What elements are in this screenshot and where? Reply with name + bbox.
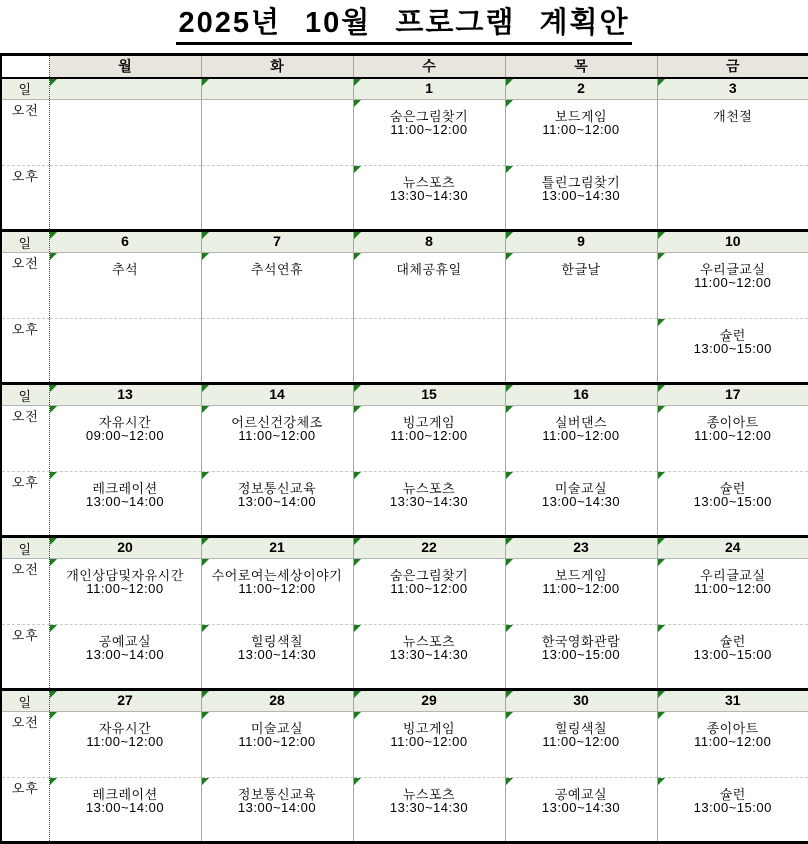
week3-morning-row [1, 406, 808, 472]
cell-flag-icon [354, 559, 361, 566]
cell-flag-icon [506, 559, 513, 566]
program-name: 어르신건강체조 [231, 415, 323, 430]
cell-flag-icon [506, 100, 513, 107]
program-name: 자유시간 [98, 415, 152, 430]
cell-flag-icon [354, 625, 361, 632]
program-cell[interactable] [49, 319, 201, 384]
program-cell[interactable] [657, 712, 808, 778]
program-cell[interactable] [657, 406, 808, 472]
program-cell[interactable] [353, 472, 505, 537]
cell-flag-icon [354, 385, 361, 392]
cell-flag-icon [506, 253, 513, 260]
program-cell[interactable] [505, 100, 657, 166]
row-label-afternoon: 오후 [1, 778, 49, 843]
cell-flag-icon [354, 166, 361, 173]
row-label-day: 일 [1, 231, 49, 253]
program-cell[interactable] [353, 559, 505, 625]
program-name: 슐런 [719, 328, 746, 343]
program-name: 개천절 [713, 109, 753, 124]
week2-day-row [1, 231, 808, 253]
day-cell[interactable] [505, 78, 657, 100]
cell-flag-icon [658, 472, 665, 479]
cell-flag-icon [50, 778, 57, 785]
day-number: 17 [724, 386, 741, 402]
program-cell[interactable] [49, 406, 201, 472]
program-time: 13:00~14:00 [85, 800, 165, 815]
day-cell[interactable] [49, 537, 201, 559]
week1-morning-row [1, 100, 808, 166]
program-cell[interactable] [353, 100, 505, 166]
program-time: 13:00~14:00 [237, 494, 317, 509]
program-time: 11:00~12:00 [694, 581, 772, 596]
week3-afternoon-row [1, 472, 808, 537]
row-label-afternoon: 오후 [1, 625, 49, 690]
program-cell[interactable] [201, 100, 353, 166]
day-cell[interactable] [49, 78, 201, 100]
program-time: 11:00~12:00 [694, 428, 772, 443]
day-number: 21 [269, 539, 285, 555]
program-cell[interactable] [201, 166, 353, 231]
program-cell[interactable] [201, 472, 353, 537]
row-label-day: 일 [1, 78, 49, 100]
weekday-header-fri[interactable]: 금 [657, 55, 808, 78]
program-cell[interactable] [49, 166, 201, 231]
program-time: 11:00~12:00 [542, 581, 620, 596]
cell-flag-icon [506, 712, 513, 719]
program-cell[interactable] [201, 319, 353, 384]
program-time: 13:00~15:00 [541, 647, 621, 662]
program-cell[interactable] [657, 166, 808, 231]
cell-flag-icon [202, 778, 209, 785]
cell-flag-icon [354, 691, 361, 698]
program-time: 13:30~14:30 [389, 188, 469, 203]
day-number: 8 [425, 233, 433, 249]
cell-flag-icon [202, 538, 209, 545]
program-name: 뉴스포츠 [402, 175, 456, 190]
row-label-day: 일 [1, 384, 49, 406]
program-cell[interactable] [505, 406, 657, 472]
program-name: 추석 [111, 262, 139, 277]
cell-flag-icon [50, 625, 57, 632]
row-label-day: 일 [1, 537, 49, 559]
row-label-morning: 오전 [1, 712, 49, 778]
day-cell[interactable] [201, 537, 353, 559]
day-cell[interactable] [353, 231, 505, 253]
cell-flag-icon [506, 472, 513, 479]
day-number: 24 [724, 539, 741, 555]
program-cell[interactable] [657, 319, 808, 384]
cell-flag-icon [658, 406, 665, 413]
cell-flag-icon [506, 232, 513, 239]
program-time: 09:00~12:00 [85, 428, 165, 443]
program-cell[interactable] [505, 712, 657, 778]
cell-flag-icon [202, 559, 209, 566]
day-number: 14 [269, 386, 285, 402]
cell-flag-icon [202, 385, 209, 392]
program-time: 11:00~12:00 [390, 428, 468, 443]
program-time: 11:00~12:00 [238, 734, 316, 749]
cell-flag-icon [202, 691, 209, 698]
cell-flag-icon [50, 79, 57, 86]
program-cell[interactable] [49, 559, 201, 625]
program-cell[interactable] [657, 559, 808, 625]
week5-morning-row [1, 712, 808, 778]
row-label-morning: 오전 [1, 559, 49, 625]
day-cell[interactable] [201, 231, 353, 253]
cell-flag-icon [50, 712, 57, 719]
day-number: 16 [573, 386, 589, 402]
corner-cell[interactable] [1, 55, 49, 78]
cell-flag-icon [506, 538, 513, 545]
cell-flag-icon [202, 712, 209, 719]
program-cell[interactable] [201, 625, 353, 690]
cell-flag-icon [658, 385, 665, 392]
weekday-header-wed[interactable]: 수 [353, 55, 505, 78]
program-name: 추석연휴 [250, 262, 304, 277]
row-label-morning: 오전 [1, 253, 49, 319]
week2-morning-row [1, 253, 808, 319]
day-number: 1 [425, 79, 433, 96]
program-time: 13:00~14:30 [541, 188, 621, 203]
program-name: 힐링색칠 [250, 634, 304, 649]
program-name: 우리글교실 [700, 568, 766, 583]
day-cell[interactable] [505, 537, 657, 559]
program-name: 공예교실 [554, 787, 608, 802]
program-cell[interactable] [353, 778, 505, 843]
day-cell[interactable] [201, 384, 353, 406]
day-cell[interactable] [353, 537, 505, 559]
cell-flag-icon [202, 472, 209, 479]
program-cell[interactable] [201, 712, 353, 778]
program-cell[interactable] [49, 253, 201, 319]
cell-flag-icon [354, 79, 361, 86]
program-cell[interactable] [353, 712, 505, 778]
program-name: 정보통신교육 [237, 481, 317, 496]
program-cell[interactable] [49, 472, 201, 537]
program-cell[interactable] [657, 625, 808, 690]
program-time: 13:00~15:00 [693, 341, 772, 356]
program-cell[interactable] [505, 472, 657, 537]
cell-flag-icon [658, 538, 665, 545]
week5-afternoon-row [1, 778, 808, 843]
cell-flag-icon [506, 406, 513, 413]
day-number: 30 [573, 692, 589, 708]
program-time: 13:00~14:00 [237, 800, 317, 815]
week1-day-row [1, 78, 808, 100]
day-cell[interactable] [49, 231, 201, 253]
program-name: 레크레이션 [92, 481, 158, 496]
program-time: 13:00~14:30 [237, 647, 317, 662]
program-cell[interactable] [49, 712, 201, 778]
program-time: 13:00~15:00 [693, 800, 772, 815]
page-header [0, 0, 808, 53]
program-cell[interactable] [353, 319, 505, 384]
cell-flag-icon [506, 166, 513, 173]
program-time: 11:00~12:00 [238, 428, 316, 443]
week4-morning-row [1, 559, 808, 625]
program-name: 레크레이션 [92, 787, 158, 802]
program-name: 공예교실 [98, 634, 152, 649]
program-time: 13:00~14:00 [85, 647, 165, 662]
program-time: 11:00~12:00 [390, 122, 468, 137]
program-cell[interactable] [201, 778, 353, 843]
cell-flag-icon [506, 385, 513, 392]
program-cell[interactable] [49, 625, 201, 690]
day-cell[interactable] [657, 231, 808, 253]
program-name: 뉴스포츠 [402, 634, 456, 649]
day-cell[interactable] [201, 78, 353, 100]
program-name: 한글날 [561, 262, 601, 277]
day-cell[interactable] [505, 231, 657, 253]
cell-flag-icon [50, 691, 57, 698]
cell-flag-icon [354, 472, 361, 479]
program-name: 자유시간 [98, 721, 152, 736]
week2-afternoon-row [1, 319, 808, 384]
program-time: 11:00~12:00 [86, 581, 164, 596]
cell-flag-icon [658, 232, 665, 239]
program-cell[interactable] [353, 253, 505, 319]
cell-flag-icon [354, 232, 361, 239]
page-title: 2025년 10월 프로그램 계획안 [176, 7, 631, 45]
program-cell[interactable] [505, 778, 657, 843]
program-name: 미술교실 [250, 721, 304, 736]
cell-flag-icon [50, 232, 57, 239]
weekday-header-tue[interactable]: 화 [201, 55, 353, 78]
cell-flag-icon [658, 691, 665, 698]
day-cell[interactable] [49, 384, 201, 406]
row-label-afternoon: 오후 [1, 472, 49, 537]
cell-flag-icon [658, 712, 665, 719]
day-cell[interactable] [353, 690, 505, 712]
program-time: 11:00~12:00 [390, 581, 468, 596]
program-name: 뉴스포츠 [402, 787, 456, 802]
row-label-morning: 오전 [1, 100, 49, 166]
day-number: 28 [269, 692, 285, 708]
week3-day-row [1, 384, 808, 406]
program-name: 한국영화관람 [541, 634, 621, 649]
program-time: 13:00~14:30 [541, 800, 621, 815]
weekday-header-thu[interactable]: 목 [505, 55, 657, 78]
program-name: 종이아트 [706, 415, 759, 430]
day-number: 13 [117, 386, 133, 402]
day-number: 29 [421, 692, 437, 708]
program-name: 정보통신교육 [237, 787, 317, 802]
cell-flag-icon [202, 79, 209, 86]
program-name: 틀린그림찾기 [541, 175, 621, 190]
cell-flag-icon [354, 538, 361, 545]
program-name: 종이아트 [706, 721, 759, 736]
day-number: 31 [724, 692, 741, 708]
program-name: 수어로여는세상이야기 [211, 568, 343, 583]
row-label-morning: 오전 [1, 406, 49, 472]
cell-flag-icon [354, 712, 361, 719]
cell-flag-icon [50, 472, 57, 479]
weekday-header-mon[interactable]: 월 [49, 55, 201, 78]
program-time: 13:00~15:00 [693, 494, 772, 509]
cell-flag-icon [354, 406, 361, 413]
program-cell[interactable] [201, 559, 353, 625]
day-cell[interactable] [657, 384, 808, 406]
program-cell[interactable] [657, 253, 808, 319]
program-cell[interactable] [505, 253, 657, 319]
cell-flag-icon [202, 406, 209, 413]
program-time: 11:00~12:00 [86, 734, 164, 749]
program-time: 13:00~14:30 [541, 494, 621, 509]
program-name: 슐런 [719, 634, 746, 649]
day-cell[interactable] [49, 690, 201, 712]
program-cell[interactable] [201, 253, 353, 319]
program-time: 13:00~14:00 [85, 494, 165, 509]
program-cell[interactable] [505, 625, 657, 690]
row-label-afternoon: 오후 [1, 319, 49, 384]
program-cell[interactable] [505, 166, 657, 231]
day-number: 20 [117, 539, 133, 555]
day-cell[interactable] [353, 384, 505, 406]
program-time: 11:00~12:00 [238, 581, 316, 596]
program-cell[interactable] [49, 778, 201, 843]
program-time: 11:00~12:00 [542, 428, 620, 443]
day-cell[interactable] [657, 537, 808, 559]
day-cell[interactable] [505, 690, 657, 712]
program-time: 13:00~15:00 [693, 647, 772, 662]
cell-flag-icon [506, 691, 513, 698]
program-name: 우리글교실 [700, 262, 766, 277]
cell-flag-icon [506, 778, 513, 785]
program-name: 슐런 [719, 481, 746, 496]
program-name: 뉴스포츠 [402, 481, 456, 496]
week1-afternoon-row [1, 166, 808, 231]
program-time: 13:30~14:30 [389, 647, 469, 662]
program-cell[interactable] [49, 100, 201, 166]
cell-flag-icon [50, 538, 57, 545]
program-name: 힐링색칠 [554, 721, 608, 736]
cell-flag-icon [202, 232, 209, 239]
cell-flag-icon [202, 253, 209, 260]
program-time: 11:00~12:00 [542, 122, 620, 137]
cell-flag-icon [354, 778, 361, 785]
day-cell[interactable] [657, 78, 808, 100]
day-cell[interactable] [201, 690, 353, 712]
program-cell[interactable] [353, 406, 505, 472]
program-cell[interactable] [505, 559, 657, 625]
program-name: 보드게임 [554, 568, 608, 583]
program-name: 미술교실 [554, 481, 608, 496]
week4-day-row [1, 537, 808, 559]
program-name: 보드게임 [554, 109, 608, 124]
day-number: 22 [421, 539, 437, 555]
program-cell[interactable] [657, 472, 808, 537]
cell-flag-icon [50, 559, 57, 566]
program-name: 슐런 [719, 787, 746, 802]
cell-flag-icon [658, 79, 665, 86]
cell-flag-icon [658, 625, 665, 632]
program-name: 대체공휴일 [396, 262, 462, 277]
row-label-afternoon: 오후 [1, 166, 49, 231]
program-name: 빙고게임 [402, 721, 456, 736]
row-label-day: 일 [1, 690, 49, 712]
program-cell[interactable] [201, 406, 353, 472]
program-time: 13:30~14:30 [389, 494, 469, 509]
cell-flag-icon [506, 79, 513, 86]
program-time: 11:00~12:00 [390, 734, 468, 749]
day-number: 2 [577, 79, 585, 96]
cell-flag-icon [658, 319, 665, 326]
cell-flag-icon [354, 253, 361, 260]
schedule-table [0, 53, 808, 844]
program-name: 개인상담및자유시간 [66, 568, 184, 583]
cell-flag-icon [658, 778, 665, 785]
weekday-header-row [1, 55, 808, 78]
program-time: 11:00~12:00 [542, 734, 620, 749]
program-time: 13:30~14:30 [389, 800, 469, 815]
program-cell[interactable] [353, 625, 505, 690]
week5-day-row [1, 690, 808, 712]
day-number: 9 [577, 233, 585, 249]
day-cell[interactable] [657, 690, 808, 712]
cell-flag-icon [50, 253, 57, 260]
day-number: 3 [728, 79, 737, 96]
program-time: 11:00~12:00 [694, 275, 772, 290]
cell-flag-icon [202, 625, 209, 632]
program-cell[interactable] [505, 319, 657, 384]
day-number: 27 [117, 692, 133, 708]
cell-flag-icon [50, 385, 57, 392]
program-name: 숨은그림찾기 [389, 568, 469, 583]
day-number: 6 [121, 233, 129, 249]
day-cell[interactable] [353, 78, 505, 100]
day-number: 10 [724, 233, 741, 249]
program-name: 빙고게임 [402, 415, 456, 430]
program-cell[interactable] [657, 100, 808, 166]
week4-afternoon-row [1, 625, 808, 690]
cell-flag-icon [354, 100, 361, 107]
day-cell[interactable] [505, 384, 657, 406]
cell-flag-icon [50, 406, 57, 413]
day-number: 15 [421, 386, 437, 402]
cell-flag-icon [658, 559, 665, 566]
day-number: 23 [573, 539, 589, 555]
day-number: 7 [273, 233, 281, 249]
program-name: 숨은그림찾기 [389, 109, 469, 124]
program-name: 실버댄스 [554, 415, 608, 430]
cell-flag-icon [658, 253, 665, 260]
cell-flag-icon [506, 625, 513, 632]
program-cell[interactable] [353, 166, 505, 231]
program-time: 11:00~12:00 [694, 734, 772, 749]
program-cell[interactable] [657, 778, 808, 843]
